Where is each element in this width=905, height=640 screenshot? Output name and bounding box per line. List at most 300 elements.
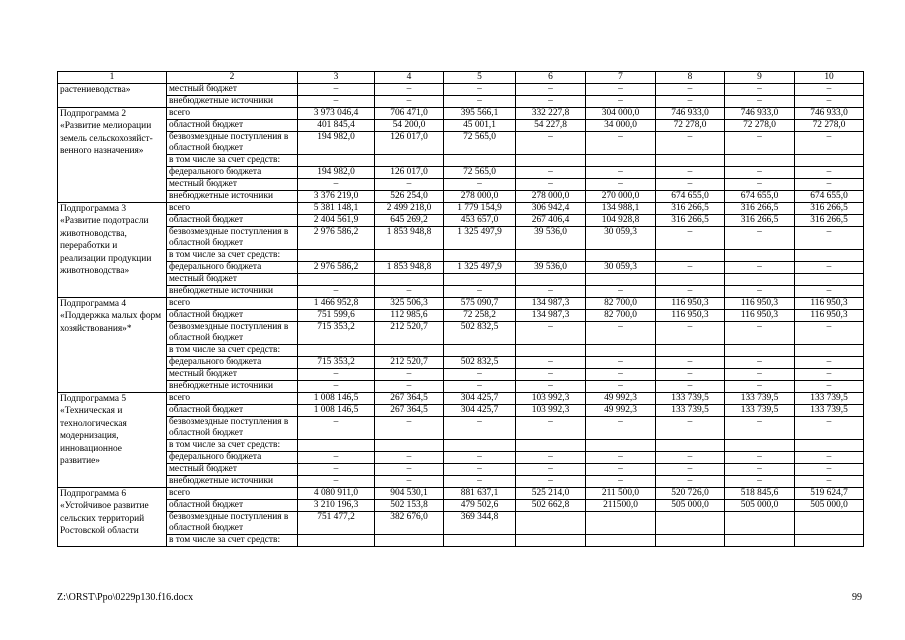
amount-cell: 502 832,5 (444, 357, 516, 369)
amount-cell: – (375, 476, 444, 488)
amount-cell: 751 477,2 (298, 512, 375, 535)
amount-cell: 2 976 586,2 (298, 227, 375, 250)
amount-cell (444, 345, 516, 357)
funding-source: внебюджетные источники (167, 191, 298, 203)
amount-cell: 211500,0 (586, 500, 656, 512)
amount-cell: – (656, 476, 725, 488)
amount-cell: 133 739,5 (795, 405, 864, 417)
table-row (58, 393, 864, 405)
amount-cell: – (375, 286, 444, 298)
amount-cell: – (656, 322, 725, 345)
table-row (58, 215, 864, 227)
amount-cell: – (795, 179, 864, 191)
amount-cell (444, 274, 516, 286)
amount-cell: 1 325 497,9 (444, 227, 516, 250)
amount-cell: 2 404 561,9 (298, 215, 375, 227)
amount-cell: – (656, 381, 725, 393)
amount-cell: 39 536,0 (516, 227, 586, 250)
amount-cell: 133 739,5 (725, 405, 795, 417)
amount-cell: 316 266,5 (656, 215, 725, 227)
amount-cell: 674 655,0 (795, 191, 864, 203)
amount-cell: 126 017,0 (375, 132, 444, 155)
amount-cell: 49 992,3 (586, 405, 656, 417)
amount-cell: – (725, 96, 795, 108)
amount-cell: 520 726,0 (656, 488, 725, 500)
amount-cell: – (298, 476, 375, 488)
funding-source: в том числе за счет средств: (167, 250, 298, 262)
amount-cell: 133 739,5 (795, 393, 864, 405)
amount-cell: – (725, 381, 795, 393)
table-row (58, 298, 864, 310)
amount-cell (516, 440, 586, 452)
amount-cell: 2 499 218,0 (375, 203, 444, 215)
amount-cell: 304 425,7 (444, 393, 516, 405)
amount-cell: 133 739,5 (725, 393, 795, 405)
amount-cell (375, 345, 444, 357)
table-row (58, 250, 864, 262)
amount-cell: 72 278,0 (795, 120, 864, 132)
amount-cell: 5 381 148,1 (298, 203, 375, 215)
amount-cell: – (656, 262, 725, 274)
amount-cell: – (516, 322, 586, 345)
funding-source: местный бюджет (167, 369, 298, 381)
column-number-7: 7 (586, 72, 656, 84)
amount-cell: – (444, 417, 516, 440)
column-number-row (58, 72, 864, 84)
amount-cell: 1 008 146,5 (298, 393, 375, 405)
subprogram-name: Подпрограмма 4 «Поддержка малых форм хозяйствования»* (58, 298, 167, 393)
amount-cell (725, 440, 795, 452)
funding-source: всего (167, 393, 298, 405)
amount-cell: – (375, 179, 444, 191)
amount-cell: – (586, 84, 656, 96)
amount-cell: – (516, 286, 586, 298)
amount-cell: 103 992,3 (516, 393, 586, 405)
subprogram-name: Подпрограмма 5 «Техническая и технологическая модернизация, инновационное развитие» (58, 393, 167, 488)
funding-source: всего (167, 108, 298, 120)
table-row (58, 310, 864, 322)
funding-source: местный бюджет (167, 464, 298, 476)
amount-cell: – (516, 167, 586, 179)
funding-source: внебюджетные источники (167, 381, 298, 393)
funding-source: федерального бюджета (167, 452, 298, 464)
table-row (58, 345, 864, 357)
amount-cell: – (795, 452, 864, 464)
amount-cell: – (725, 286, 795, 298)
amount-cell: 116 950,3 (725, 310, 795, 322)
amount-cell: 518 845,6 (725, 488, 795, 500)
funding-source: всего (167, 488, 298, 500)
amount-cell: – (298, 452, 375, 464)
amount-cell: – (516, 84, 586, 96)
amount-cell: – (586, 96, 656, 108)
amount-cell (725, 155, 795, 167)
amount-cell: 72 278,0 (725, 120, 795, 132)
amount-cell: 116 950,3 (725, 298, 795, 310)
funding-source: областной бюджет (167, 405, 298, 417)
amount-cell: – (725, 262, 795, 274)
amount-cell: – (444, 381, 516, 393)
amount-cell: 54 200,0 (375, 120, 444, 132)
amount-cell: 194 982,0 (298, 167, 375, 179)
amount-cell: 3 973 046,4 (298, 108, 375, 120)
amount-cell: 395 566,1 (444, 108, 516, 120)
amount-cell: – (375, 381, 444, 393)
table-row (58, 120, 864, 132)
amount-cell: 332 227,8 (516, 108, 586, 120)
amount-cell: 212 520,7 (375, 322, 444, 345)
amount-cell: – (795, 322, 864, 345)
amount-cell: 505 000,0 (795, 500, 864, 512)
amount-cell: 278 000,0 (444, 191, 516, 203)
subprogram-name: растениеводства» (58, 84, 167, 108)
amount-cell (516, 535, 586, 547)
amount-cell: 746 933,0 (725, 108, 795, 120)
funding-source: безвозмездные поступления в областной бюджет (167, 132, 298, 155)
amount-cell (656, 440, 725, 452)
table-row (58, 512, 864, 535)
amount-cell: – (444, 179, 516, 191)
amount-cell: 715 353,2 (298, 357, 375, 369)
amount-cell (444, 155, 516, 167)
funding-source: внебюджетные источники (167, 476, 298, 488)
column-number-2: 2 (167, 72, 298, 84)
table-row (58, 108, 864, 120)
amount-cell (516, 155, 586, 167)
amount-cell: – (725, 227, 795, 250)
funding-source: в том числе за счет средств: (167, 535, 298, 547)
amount-cell: – (444, 286, 516, 298)
funding-source: областной бюджет (167, 310, 298, 322)
table-row (58, 500, 864, 512)
table-row (58, 369, 864, 381)
amount-cell: – (586, 286, 656, 298)
amount-cell: – (586, 476, 656, 488)
amount-cell (298, 440, 375, 452)
amount-cell: – (795, 357, 864, 369)
amount-cell: 134 987,3 (516, 298, 586, 310)
amount-cell: – (516, 357, 586, 369)
amount-cell: – (375, 369, 444, 381)
funding-source: всего (167, 298, 298, 310)
amount-cell: – (795, 464, 864, 476)
amount-cell: – (516, 417, 586, 440)
amount-cell: – (516, 464, 586, 476)
funding-source: федерального бюджета (167, 167, 298, 179)
amount-cell: – (586, 417, 656, 440)
amount-cell: 1 853 948,8 (375, 227, 444, 250)
amount-cell (298, 250, 375, 262)
subprogram-name: Подпрограмма 2 «Развитие мелиорации земель сельскохозяйственного назначения» (58, 108, 167, 203)
amount-cell: 116 950,3 (795, 298, 864, 310)
amount-cell: 30 059,3 (586, 227, 656, 250)
amount-cell: 39 536,0 (516, 262, 586, 274)
amount-cell: – (586, 167, 656, 179)
amount-cell: – (656, 417, 725, 440)
amount-cell: – (656, 96, 725, 108)
amount-cell (656, 512, 725, 535)
amount-cell: – (298, 84, 375, 96)
amount-cell: – (795, 262, 864, 274)
amount-cell (656, 155, 725, 167)
funding-source: областной бюджет (167, 500, 298, 512)
amount-cell: – (656, 132, 725, 155)
funding-source: местный бюджет (167, 274, 298, 286)
amount-cell: 881 637,1 (444, 488, 516, 500)
amount-cell: 382 676,0 (375, 512, 444, 535)
amount-cell: – (656, 369, 725, 381)
amount-cell: – (656, 452, 725, 464)
amount-cell: – (725, 167, 795, 179)
amount-cell: – (725, 369, 795, 381)
table-row (58, 322, 864, 345)
table-row (58, 405, 864, 417)
subprogram-name: Подпрограмма 6 «Устойчивое развитие сельских территорий Ростовской области (58, 488, 167, 547)
amount-cell: 267 364,5 (375, 405, 444, 417)
amount-cell: – (795, 381, 864, 393)
amount-cell: – (656, 464, 725, 476)
amount-cell: 502 662,8 (516, 500, 586, 512)
amount-cell: 575 090,7 (444, 298, 516, 310)
amount-cell (795, 345, 864, 357)
funding-source: в том числе за счет средств: (167, 345, 298, 357)
amount-cell (586, 274, 656, 286)
amount-cell: – (725, 179, 795, 191)
amount-cell: – (586, 369, 656, 381)
amount-cell: – (375, 96, 444, 108)
amount-cell: – (298, 381, 375, 393)
amount-cell: – (298, 179, 375, 191)
table-row (58, 227, 864, 250)
amount-cell: 134 988,1 (586, 203, 656, 215)
amount-cell (725, 535, 795, 547)
funding-source: безвозмездные поступления в областной бюджет (167, 322, 298, 345)
amount-cell (656, 345, 725, 357)
amount-cell: – (586, 381, 656, 393)
amount-cell: – (725, 476, 795, 488)
funding-source: безвозмездные поступления в областной бюджет (167, 227, 298, 250)
amount-cell: – (298, 286, 375, 298)
amount-cell: 72 565,0 (444, 167, 516, 179)
amount-cell (586, 155, 656, 167)
amount-cell: – (375, 417, 444, 440)
amount-cell: 116 950,3 (656, 310, 725, 322)
amount-cell (725, 345, 795, 357)
amount-cell: 112 985,6 (375, 310, 444, 322)
amount-cell (795, 155, 864, 167)
amount-cell: – (375, 84, 444, 96)
amount-cell: – (516, 381, 586, 393)
table-row (58, 132, 864, 155)
amount-cell: – (795, 227, 864, 250)
amount-cell: 1 853 948,8 (375, 262, 444, 274)
amount-cell: 502 153,8 (375, 500, 444, 512)
table-row (58, 155, 864, 167)
amount-cell: 82 700,0 (586, 310, 656, 322)
amount-cell: 325 506,3 (375, 298, 444, 310)
amount-cell: 453 657,0 (444, 215, 516, 227)
amount-cell: – (656, 179, 725, 191)
amount-cell: – (795, 96, 864, 108)
amount-cell: – (586, 132, 656, 155)
amount-cell: – (516, 476, 586, 488)
funding-source: всего (167, 203, 298, 215)
table-row (58, 96, 864, 108)
amount-cell (795, 512, 864, 535)
table-row (58, 167, 864, 179)
amount-cell: 267 406,4 (516, 215, 586, 227)
amount-cell: 72 565,0 (444, 132, 516, 155)
amount-cell: 306 942,4 (516, 203, 586, 215)
amount-cell: 116 950,3 (795, 310, 864, 322)
amount-cell: – (444, 476, 516, 488)
amount-cell: – (725, 322, 795, 345)
funding-source: федерального бюджета (167, 357, 298, 369)
amount-cell: 133 739,5 (656, 405, 725, 417)
amount-cell: 715 353,2 (298, 322, 375, 345)
table-row (58, 464, 864, 476)
amount-cell: – (725, 132, 795, 155)
table-row (58, 357, 864, 369)
amount-cell (298, 274, 375, 286)
amount-cell: 2 976 586,2 (298, 262, 375, 274)
amount-cell: 133 739,5 (656, 393, 725, 405)
funding-source: в том числе за счет средств: (167, 155, 298, 167)
amount-cell: 401 845,4 (298, 120, 375, 132)
amount-cell: 1 325 497,9 (444, 262, 516, 274)
amount-cell (375, 535, 444, 547)
amount-cell: – (656, 84, 725, 96)
amount-cell: 525 214,0 (516, 488, 586, 500)
funding-source: безвозмездные поступления в областной бюджет (167, 512, 298, 535)
table-row (58, 286, 864, 298)
table-row (58, 488, 864, 500)
amount-cell: 505 000,0 (656, 500, 725, 512)
amount-cell: 34 000,0 (586, 120, 656, 132)
table-body (58, 84, 864, 547)
amount-cell: 82 700,0 (586, 298, 656, 310)
amount-cell: 45 001,1 (444, 120, 516, 132)
table-row (58, 84, 864, 96)
amount-cell: – (586, 179, 656, 191)
amount-cell: 212 520,7 (375, 357, 444, 369)
amount-cell: 674 655,0 (656, 191, 725, 203)
amount-cell: – (656, 167, 725, 179)
amount-cell: – (656, 286, 725, 298)
amount-cell (444, 535, 516, 547)
amount-cell (298, 345, 375, 357)
amount-cell: 904 530,1 (375, 488, 444, 500)
amount-cell: – (725, 357, 795, 369)
table-row (58, 440, 864, 452)
amount-cell: – (298, 417, 375, 440)
amount-cell: – (375, 464, 444, 476)
amount-cell (586, 250, 656, 262)
amount-cell: 49 992,3 (586, 393, 656, 405)
amount-cell: 54 227,8 (516, 120, 586, 132)
document-path: Z:\ORST\Ppo\0229p130.f16.docx (57, 592, 194, 603)
funding-source: местный бюджет (167, 179, 298, 191)
amount-cell (586, 512, 656, 535)
amount-cell: – (298, 96, 375, 108)
amount-cell: – (586, 464, 656, 476)
amount-cell (375, 250, 444, 262)
column-number-10: 10 (795, 72, 864, 84)
amount-cell: 3 376 219,0 (298, 191, 375, 203)
column-number-4: 4 (375, 72, 444, 84)
funding-source: местный бюджет (167, 84, 298, 96)
funding-source: областной бюджет (167, 215, 298, 227)
amount-cell: 645 269,2 (375, 215, 444, 227)
table-row (58, 476, 864, 488)
amount-cell: – (656, 357, 725, 369)
column-number-8: 8 (656, 72, 725, 84)
amount-cell: – (795, 84, 864, 96)
amount-cell (795, 250, 864, 262)
table-row (58, 274, 864, 286)
amount-cell: 72 258,2 (444, 310, 516, 322)
amount-cell (656, 250, 725, 262)
amount-cell: 270 000,0 (586, 191, 656, 203)
amount-cell: – (444, 464, 516, 476)
amount-cell: – (586, 357, 656, 369)
amount-cell (375, 440, 444, 452)
funding-source: в том числе за счет средств: (167, 440, 298, 452)
amount-cell: 526 254,0 (375, 191, 444, 203)
amount-cell: 746 933,0 (656, 108, 725, 120)
table-row (58, 203, 864, 215)
amount-cell: – (298, 464, 375, 476)
amount-cell: 30 059,3 (586, 262, 656, 274)
amount-cell: 502 832,5 (444, 322, 516, 345)
amount-cell (586, 440, 656, 452)
page-number: 99 (852, 592, 862, 603)
amount-cell: 751 599,6 (298, 310, 375, 322)
amount-cell: 674 655,0 (725, 191, 795, 203)
amount-cell: – (516, 179, 586, 191)
amount-cell: 1 466 952,8 (298, 298, 375, 310)
amount-cell: 278 000,0 (516, 191, 586, 203)
amount-cell (795, 440, 864, 452)
column-number-5: 5 (444, 72, 516, 84)
amount-cell: – (516, 369, 586, 381)
amount-cell: 104 928,8 (586, 215, 656, 227)
amount-cell: 706 471,0 (375, 108, 444, 120)
column-number-3: 3 (298, 72, 375, 84)
amount-cell: – (725, 84, 795, 96)
amount-cell: 3 210 196,3 (298, 500, 375, 512)
amount-cell: – (444, 96, 516, 108)
amount-cell (656, 535, 725, 547)
amount-cell: 519 624,7 (795, 488, 864, 500)
amount-cell: 316 266,5 (795, 215, 864, 227)
amount-cell: – (298, 369, 375, 381)
amount-cell (516, 512, 586, 535)
amount-cell (298, 535, 375, 547)
amount-cell: 116 950,3 (656, 298, 725, 310)
amount-cell: 369 344,8 (444, 512, 516, 535)
amount-cell: 134 987,3 (516, 310, 586, 322)
amount-cell (375, 274, 444, 286)
amount-cell (725, 250, 795, 262)
amount-cell: – (795, 132, 864, 155)
amount-cell (725, 512, 795, 535)
amount-cell (375, 155, 444, 167)
amount-cell: – (725, 452, 795, 464)
amount-cell (725, 274, 795, 286)
budget-table (57, 71, 864, 547)
amount-cell: 304 000,0 (586, 108, 656, 120)
